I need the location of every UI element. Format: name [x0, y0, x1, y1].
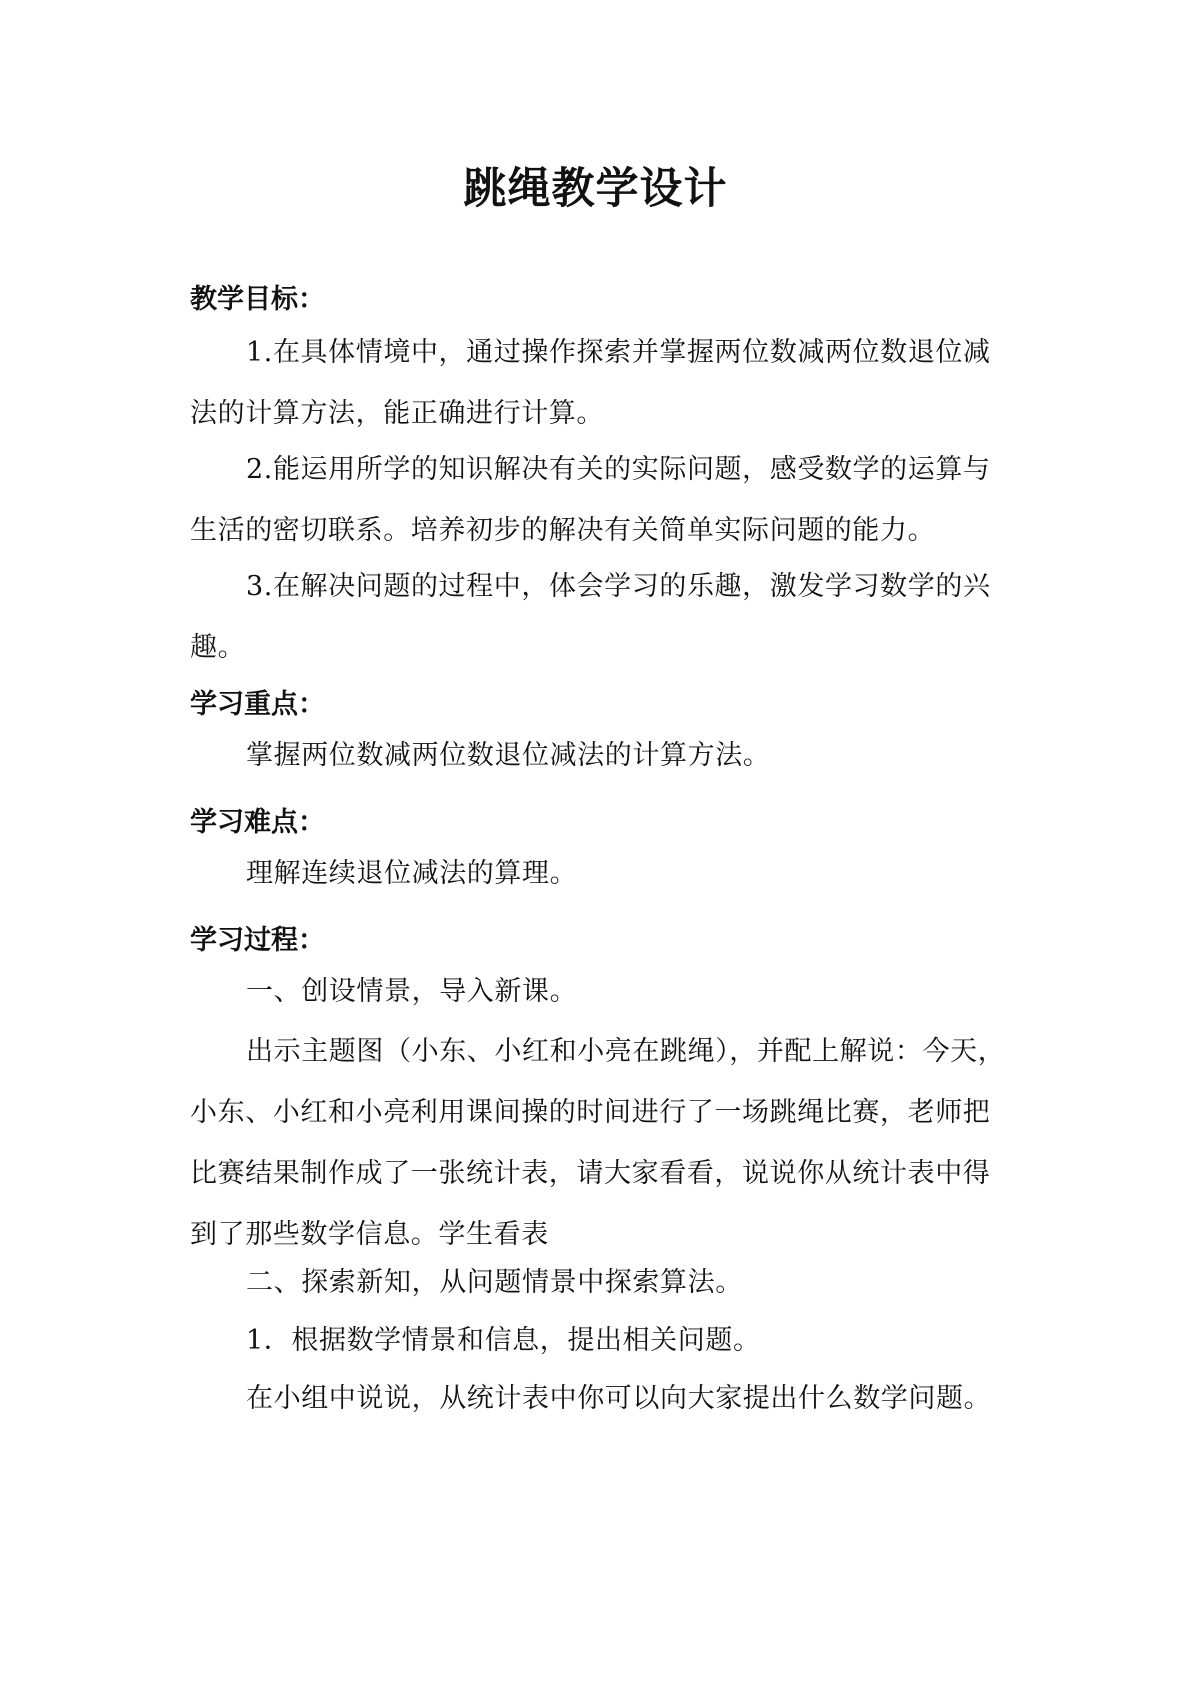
objective-item-1: 1.在具体情境中，通过操作探索并掌握两位数减两位数退位减法的计算方法，能正确进行计算。 [190, 337, 991, 429]
process-step2-sub1-text: 在小组中说说，从统计表中你可以向大家提出什么数学问题。 [246, 1383, 992, 1414]
process-step2-sub1: 1．根据数学情景和信息，提出相关问题。 [246, 1325, 761, 1356]
objective-item-3: 3.在解决问题的过程中，体会学习的乐趣，激发学习数学的兴趣。 [190, 571, 991, 663]
key-points-heading: 学习重点： [190, 689, 325, 720]
process-step1-text: 出示主题图（小东、小红和小亮在跳绳），并配上解说：今天，小东、小红和小亮利用课间操的时间进行了一场跳绳比赛，老师把比赛结果制作成了一张统计表，请大家看看，说说你从统计表中得到了那些数学信息。学生看表 [190, 1036, 1006, 1250]
key-points-text: 掌握两位数减两位数退位减法的计算方法。 [246, 740, 771, 771]
process-step2-title: 二、探索新知，从问题情景中探索算法。 [246, 1267, 743, 1298]
difficulties-text: 理解连续退位减法的算理。 [246, 858, 578, 889]
process-heading: 学习过程： [190, 925, 325, 956]
page-title: 跳绳教学设计 [463, 164, 728, 214]
objectives-heading: 教学目标： [190, 284, 325, 315]
difficulties-heading: 学习难点： [190, 807, 325, 838]
objective-item-2: 2.能运用所学的知识解决有关的实际问题，感受数学的运算与生活的密切联系。培养初步的解决有关简单实际问题的能力。 [190, 454, 991, 546]
process-step1-title: 一、创设情景，导入新课。 [246, 976, 578, 1007]
